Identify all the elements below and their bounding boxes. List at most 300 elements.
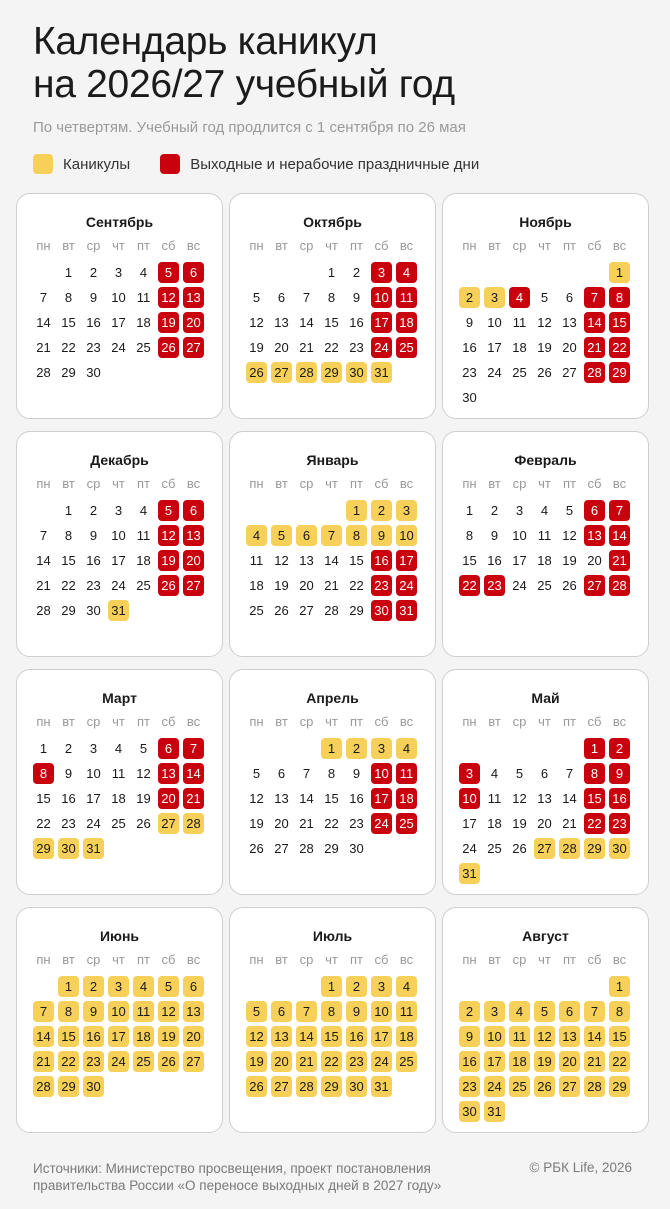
day-cell <box>607 974 632 999</box>
day-cell <box>457 548 482 573</box>
day-number: 10 <box>371 287 392 308</box>
day-number: 18 <box>537 553 552 568</box>
day-number: 27 <box>271 1076 292 1097</box>
day-number: 29 <box>609 362 630 383</box>
day-cell <box>294 761 319 786</box>
day-number: 31 <box>371 362 392 383</box>
day-number: 3 <box>396 500 417 521</box>
day-number: 20 <box>587 553 602 568</box>
empty-cell <box>244 498 269 523</box>
day-number: 17 <box>512 553 527 568</box>
day-number: 23 <box>462 365 477 380</box>
month-card <box>229 907 436 1133</box>
day-cell <box>81 498 106 523</box>
day-cell <box>181 761 206 786</box>
day-number: 8 <box>321 1001 342 1022</box>
sources-line-1: Источники: Министерство просвещения, проект постановления <box>33 1161 431 1176</box>
empty-cell <box>507 736 532 761</box>
day-cell <box>582 836 607 861</box>
day-number: 18 <box>396 312 417 333</box>
empty-cell <box>482 974 507 999</box>
day-number: 24 <box>111 340 126 355</box>
legend-vacation <box>33 154 130 174</box>
day-number: 1 <box>584 738 605 759</box>
day-cell <box>369 598 394 623</box>
day-cell <box>482 310 507 335</box>
day-cell <box>131 285 156 310</box>
day-number: 16 <box>86 315 101 330</box>
day-cell <box>394 310 419 335</box>
day-cell <box>557 1074 582 1099</box>
day-cell <box>31 523 56 548</box>
day-number: 31 <box>396 600 417 621</box>
weekday-label: пн <box>36 238 51 253</box>
day-number: 21 <box>584 337 605 358</box>
day-cell <box>457 836 482 861</box>
day-number: 6 <box>277 766 286 781</box>
day-number: 9 <box>89 528 98 543</box>
day-number: 25 <box>509 1076 530 1097</box>
day-cell <box>31 1074 56 1099</box>
day-number: 6 <box>540 766 549 781</box>
day-number: 6 <box>559 1001 580 1022</box>
day-number: 22 <box>459 575 480 596</box>
weekday-label: пт <box>350 714 363 729</box>
day-number: 19 <box>274 578 289 593</box>
weekday-label: пт <box>350 476 363 491</box>
day-cell <box>369 811 394 836</box>
day-number: 16 <box>609 788 630 809</box>
day-cell <box>56 260 81 285</box>
day-cell <box>31 360 56 385</box>
day-cell <box>181 335 206 360</box>
day-number: 19 <box>158 550 179 571</box>
day-cell <box>244 786 269 811</box>
day-number: 15 <box>61 553 76 568</box>
day-number: 24 <box>396 575 417 596</box>
day-cell <box>244 598 269 623</box>
day-number: 27 <box>274 841 289 856</box>
day-cell <box>344 360 369 385</box>
day-number: 23 <box>86 340 101 355</box>
day-cell <box>294 335 319 360</box>
day-cell <box>557 786 582 811</box>
day-cell <box>532 573 557 598</box>
day-number: 28 <box>299 841 314 856</box>
day-number: 4 <box>490 766 499 781</box>
month-name: Июль <box>312 928 353 944</box>
month-card <box>229 669 436 895</box>
day-cell <box>394 335 419 360</box>
day-cell <box>532 1024 557 1049</box>
weekday-label: чт <box>325 714 338 729</box>
weekday-header <box>244 952 435 974</box>
day-cell <box>181 999 206 1024</box>
day-number: 18 <box>136 315 151 330</box>
day-cell <box>319 999 344 1024</box>
day-cell <box>294 1074 319 1099</box>
day-number: 1 <box>58 976 79 997</box>
day-number: 22 <box>609 337 630 358</box>
empty-cell <box>557 260 582 285</box>
day-number: 20 <box>274 816 289 831</box>
day-cell <box>244 285 269 310</box>
day-number: 21 <box>562 816 577 831</box>
day-cell <box>344 786 369 811</box>
day-number: 6 <box>183 262 204 283</box>
day-cell <box>482 573 507 598</box>
empty-cell <box>582 974 607 999</box>
day-cell <box>294 360 319 385</box>
weekday-label: чт <box>112 476 125 491</box>
weekday-label: пт <box>137 952 150 967</box>
day-number: 10 <box>487 315 502 330</box>
weekday-label: чт <box>538 714 551 729</box>
day-cell <box>607 335 632 360</box>
day-cell <box>269 335 294 360</box>
month-name: Январь <box>306 452 359 468</box>
day-cell <box>81 836 106 861</box>
day-number: 28 <box>559 838 580 859</box>
day-cell <box>394 1049 419 1074</box>
day-cell <box>344 761 369 786</box>
day-cell <box>181 498 206 523</box>
day-cell <box>507 335 532 360</box>
day-number: 2 <box>352 265 361 280</box>
day-number: 13 <box>183 287 204 308</box>
day-cell <box>244 360 269 385</box>
day-cell <box>294 1024 319 1049</box>
month-name: Сентябрь <box>85 214 154 230</box>
day-cell <box>607 573 632 598</box>
day-cell <box>31 548 56 573</box>
day-cell <box>106 1049 131 1074</box>
day-number: 16 <box>86 553 101 568</box>
day-number: 13 <box>274 791 289 806</box>
day-cell <box>244 335 269 360</box>
day-number: 13 <box>299 553 314 568</box>
day-number: 5 <box>252 766 261 781</box>
day-cell <box>294 999 319 1024</box>
day-number: 8 <box>346 525 367 546</box>
day-cell <box>319 836 344 861</box>
day-cell <box>156 548 181 573</box>
month-card <box>442 431 649 657</box>
day-cell <box>244 1049 269 1074</box>
day-number: 28 <box>36 603 51 618</box>
day-number: 30 <box>371 600 392 621</box>
weekday-header <box>457 714 648 736</box>
day-cell <box>131 974 156 999</box>
day-number: 10 <box>512 528 527 543</box>
empty-cell <box>457 974 482 999</box>
sources-line-2: правительства России «О переносе выходных дней в 2027 году» <box>33 1178 442 1193</box>
empty-cell <box>269 974 294 999</box>
day-cell <box>294 836 319 861</box>
day-cell <box>607 310 632 335</box>
day-number: 16 <box>371 550 392 571</box>
title-line-1: Календарь каникул <box>33 20 378 63</box>
legend <box>33 154 479 174</box>
day-number: 23 <box>371 575 392 596</box>
day-cell <box>482 1099 507 1124</box>
day-number: 18 <box>133 1026 154 1047</box>
day-cell <box>557 285 582 310</box>
day-cell <box>582 498 607 523</box>
day-cell <box>31 786 56 811</box>
day-number: 7 <box>609 500 630 521</box>
day-number: 9 <box>64 766 73 781</box>
day-cell <box>607 360 632 385</box>
day-number: 12 <box>246 1026 267 1047</box>
day-number: 29 <box>321 1076 342 1097</box>
day-number: 29 <box>321 362 342 383</box>
day-cell <box>319 1049 344 1074</box>
weekday-label: сб <box>587 238 602 253</box>
day-cell <box>394 736 419 761</box>
weekday-label: сб <box>161 714 176 729</box>
day-number: 10 <box>111 528 126 543</box>
day-number: 29 <box>584 838 605 859</box>
day-cell <box>369 786 394 811</box>
day-number: 4 <box>509 1001 530 1022</box>
weekday-label: вт <box>275 238 288 253</box>
empty-cell <box>482 736 507 761</box>
day-cell <box>557 811 582 836</box>
day-cell <box>557 1024 582 1049</box>
weekday-label: вс <box>612 952 627 967</box>
day-number: 12 <box>512 791 527 806</box>
day-cell <box>56 335 81 360</box>
day-number: 23 <box>609 813 630 834</box>
empty-cell <box>457 736 482 761</box>
day-cell <box>156 761 181 786</box>
day-number: 3 <box>371 738 392 759</box>
day-number: 25 <box>136 340 151 355</box>
day-cell <box>369 761 394 786</box>
day-cell <box>294 285 319 310</box>
day-cell <box>56 736 81 761</box>
days-grid <box>457 974 648 1124</box>
day-number: 7 <box>321 525 342 546</box>
day-cell <box>131 548 156 573</box>
day-number: 3 <box>484 1001 505 1022</box>
empty-cell <box>507 260 532 285</box>
day-number: 10 <box>111 290 126 305</box>
weekday-label: чт <box>325 476 338 491</box>
day-number: 13 <box>274 315 289 330</box>
day-number: 14 <box>36 315 51 330</box>
day-number: 5 <box>139 741 148 756</box>
day-cell <box>31 761 56 786</box>
day-number: 21 <box>324 578 339 593</box>
day-cell <box>369 1024 394 1049</box>
day-cell <box>31 999 56 1024</box>
weekday-label: вт <box>275 952 288 967</box>
day-number: 24 <box>111 578 126 593</box>
empty-cell <box>31 974 56 999</box>
day-number: 2 <box>346 738 367 759</box>
weekday-label: вс <box>399 238 414 253</box>
day-cell <box>457 999 482 1024</box>
day-cell <box>56 1024 81 1049</box>
day-number: 13 <box>537 791 552 806</box>
day-number: 6 <box>277 290 286 305</box>
weekday-label: вт <box>488 476 501 491</box>
day-cell <box>344 736 369 761</box>
day-number: 1 <box>39 741 48 756</box>
day-number: 23 <box>86 578 101 593</box>
day-cell <box>557 548 582 573</box>
day-cell <box>294 786 319 811</box>
day-number: 7 <box>39 528 48 543</box>
day-number: 13 <box>562 315 577 330</box>
day-cell <box>532 761 557 786</box>
day-cell <box>394 548 419 573</box>
legend-holiday <box>160 154 479 174</box>
day-number: 3 <box>108 976 129 997</box>
day-number: 21 <box>36 340 51 355</box>
day-cell <box>131 310 156 335</box>
day-number: 31 <box>484 1101 505 1122</box>
days-grid <box>31 260 222 385</box>
day-number: 31 <box>108 600 129 621</box>
day-number: 27 <box>183 337 204 358</box>
day-cell <box>319 1074 344 1099</box>
weekday-label: вт <box>488 238 501 253</box>
day-cell <box>181 1024 206 1049</box>
day-cell <box>344 285 369 310</box>
day-number: 12 <box>249 315 264 330</box>
weekday-label: чт <box>325 952 338 967</box>
day-cell <box>482 523 507 548</box>
days-grid <box>457 736 648 886</box>
day-number: 4 <box>246 525 267 546</box>
day-number: 23 <box>349 340 364 355</box>
day-cell <box>507 573 532 598</box>
day-cell <box>507 285 532 310</box>
day-number: 26 <box>136 816 151 831</box>
day-cell <box>482 836 507 861</box>
day-cell <box>369 523 394 548</box>
day-number: 3 <box>459 763 480 784</box>
day-number: 3 <box>371 262 392 283</box>
weekday-label: чт <box>112 952 125 967</box>
day-cell <box>106 736 131 761</box>
day-cell <box>244 1024 269 1049</box>
day-number: 6 <box>183 500 204 521</box>
weekday-label: пн <box>249 714 264 729</box>
weekday-label: ср <box>299 238 314 253</box>
day-number: 5 <box>158 262 179 283</box>
day-cell <box>81 523 106 548</box>
day-number: 13 <box>584 525 605 546</box>
day-number: 18 <box>487 816 502 831</box>
day-number: 23 <box>349 816 364 831</box>
day-cell <box>532 310 557 335</box>
weekday-label: ср <box>512 238 527 253</box>
day-cell <box>319 736 344 761</box>
day-number: 21 <box>33 1051 54 1072</box>
day-number: 3 <box>114 265 123 280</box>
day-number: 7 <box>302 290 311 305</box>
month-card <box>442 669 649 895</box>
weekday-label: ср <box>299 714 314 729</box>
day-number: 16 <box>61 791 76 806</box>
day-number: 15 <box>584 788 605 809</box>
empty-cell <box>482 260 507 285</box>
month-name: Май <box>531 690 560 706</box>
day-number: 11 <box>396 287 417 308</box>
day-number: 9 <box>609 763 630 784</box>
day-number: 8 <box>327 766 336 781</box>
day-number: 11 <box>136 528 151 543</box>
day-cell <box>482 498 507 523</box>
day-cell <box>319 573 344 598</box>
day-number: 24 <box>487 365 502 380</box>
day-cell <box>56 310 81 335</box>
empty-cell <box>244 260 269 285</box>
day-number: 25 <box>396 337 417 358</box>
day-number: 17 <box>396 550 417 571</box>
day-cell <box>319 548 344 573</box>
day-number: 18 <box>509 1051 530 1072</box>
day-number: 1 <box>609 262 630 283</box>
day-number: 21 <box>36 578 51 593</box>
day-number: 28 <box>609 575 630 596</box>
day-number: 16 <box>346 1026 367 1047</box>
day-cell <box>269 811 294 836</box>
day-cell <box>56 285 81 310</box>
day-number: 13 <box>183 1001 204 1022</box>
day-number: 28 <box>324 603 339 618</box>
weekday-label: чт <box>538 952 551 967</box>
day-cell <box>557 498 582 523</box>
day-cell <box>532 999 557 1024</box>
month-name: Ноябрь <box>519 214 572 230</box>
day-cell <box>394 1024 419 1049</box>
day-number: 29 <box>61 603 76 618</box>
day-number: 15 <box>61 315 76 330</box>
weekday-header <box>31 238 222 260</box>
empty-cell <box>294 736 319 761</box>
day-number: 19 <box>534 1051 555 1072</box>
day-cell <box>457 861 482 886</box>
day-cell <box>56 811 81 836</box>
day-cell <box>369 498 394 523</box>
day-cell <box>582 310 607 335</box>
day-cell <box>56 573 81 598</box>
day-cell <box>294 598 319 623</box>
day-cell <box>482 999 507 1024</box>
day-number: 9 <box>371 525 392 546</box>
day-number: 19 <box>249 816 264 831</box>
day-number: 18 <box>136 553 151 568</box>
day-cell <box>181 573 206 598</box>
day-cell <box>131 1024 156 1049</box>
month-card <box>16 907 223 1133</box>
day-cell <box>56 598 81 623</box>
day-number: 30 <box>459 1101 480 1122</box>
day-cell <box>607 786 632 811</box>
day-number: 6 <box>565 290 574 305</box>
day-number: 9 <box>352 290 361 305</box>
day-number: 19 <box>158 312 179 333</box>
day-number: 1 <box>327 265 336 280</box>
day-cell <box>81 260 106 285</box>
day-number: 16 <box>462 340 477 355</box>
day-number: 3 <box>89 741 98 756</box>
